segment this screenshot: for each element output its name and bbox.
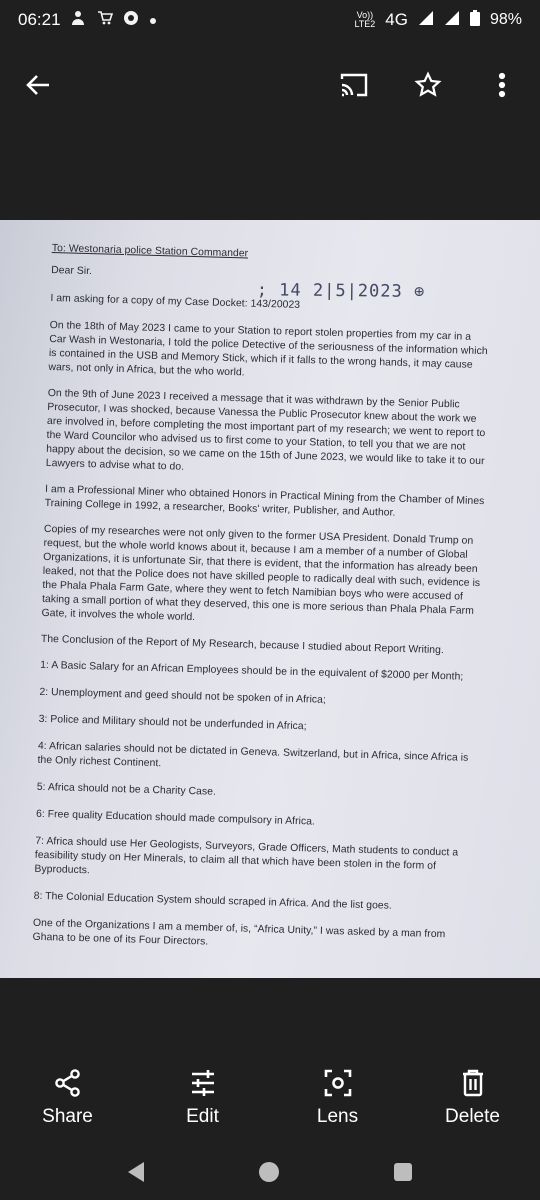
shopping-cart-icon — [97, 10, 113, 30]
edit-label: Edit — [186, 1106, 219, 1127]
letter-recipient: To: Westonaria police Station Commander — [51, 242, 249, 260]
share-button[interactable] — [13, 1068, 123, 1128]
arrow-left-icon[interactable] — [18, 65, 58, 105]
list-item: 5: Africa should not be a Charity Case. — [36, 781, 217, 798]
lens-button[interactable] — [283, 1068, 393, 1128]
star-outline-icon[interactable] — [408, 65, 448, 105]
chrome-icon — [123, 10, 139, 30]
list-item: 6: Free quality Education should made compulsory in Africa. — [35, 808, 316, 828]
status-bar — [0, 0, 540, 40]
list-item: 2: Unemployment and geed should not be spoken of in Africa; — [39, 686, 327, 706]
letter-paragraph-2: On the 9th of June 2023 I received a message that it was withdrawn by the Senior Public Prosecutor, I was shocked, because Vanessa the Public Prosecutor knew about the work we are involved in, before completing the most important part of my research; we went to report to the Ward Councilor who advised us to first come to your Station, to tell you that we are not happy about the decision, so we came on the 15th of June 2023, we would like to take it to our Lawyers to advise what to do. — [45, 387, 486, 473]
letter-salutation: Dear Sir. — [51, 264, 93, 278]
letter-paragraph-4: Copies of my researches were not only given to the former USA President. Donald Trump on request, but the whole world knows about it, because I am a member of a number of Global Organizations, it is unfortunate Sir, that there is evident, that the information has already been leaked, not that the Police does not have skilled people to radically deal with such, evidence is the Phala Phala Farm Gate, where they went to fetch Namibian boys who were accused of taking a small portion of what they deserved, this one is more serious than Phala Phala Farm Gate, it involves the whole world. — [41, 523, 481, 624]
list-item: 4: African salaries should not be dictated in Geneva. Switzerland, but in Africa, since Africa is the Only richest Continent. — [37, 740, 469, 770]
status-time: 06:21 — [18, 10, 61, 29]
delete-button[interactable] — [418, 1068, 528, 1128]
trash-icon — [458, 1068, 488, 1098]
list-item: 3: Police and Military should not be underfunded in Africa; — [38, 713, 307, 733]
letter-paragraph-1: On the 18th of May 2023 I came to your Station to report stolen properties from my car in a Car Wash in Westonaria, I told the police Detective of the seriousness of the information which is contained in the USB and Memory Stick, which if it falls to the wrong hands, it may cause wars, not only in Africa, but the who world. — [48, 319, 488, 379]
battery-percent: 98% — [489, 11, 522, 28]
network-type: 4G — [385, 10, 408, 29]
app-bar — [0, 55, 540, 115]
volte-top: Vo)) — [356, 10, 374, 20]
share-icon — [53, 1068, 83, 1098]
nav-back-icon[interactable] — [128, 1162, 144, 1182]
edit-button[interactable] — [148, 1068, 258, 1128]
status-right — [354, 10, 522, 31]
letter-document — [32, 242, 492, 966]
status-left — [18, 10, 157, 30]
cast-icon[interactable] — [334, 65, 374, 105]
delete-label: Delete — [445, 1106, 500, 1127]
letter-request: I am asking for a copy of my Case Docket: 143/20023 — [50, 292, 301, 311]
lens-label: Lens — [316, 1106, 359, 1127]
list-item: 1: A Basic Salary for an African Employees should be in the equivalent of $2000 per Month; — [40, 659, 464, 683]
nav-home-icon[interactable] — [259, 1162, 279, 1182]
sliders-icon — [188, 1068, 218, 1098]
letter-conclusion: The Conclusion of the Report of My Research, because I studied about Report Writing. — [40, 633, 445, 657]
more-vertical-icon[interactable] — [482, 65, 522, 105]
photo-viewer[interactable] — [0, 220, 540, 978]
signal-icon-2 — [444, 10, 460, 31]
share-label: Share — [42, 1106, 93, 1127]
handwritten-date: ; 14 2|5|2023 ⊕ — [256, 280, 426, 302]
dot-icon — [149, 12, 157, 29]
list-item: 8: The Colonial Education System should scraped in Africa. And the list goes. — [33, 890, 393, 912]
letter-paragraph-3: I am a Professional Miner who obtained Honors in Practical Mining from the Chamber of Mines Training College in 1992, a researcher, Books' writer, Publisher, and Author. — [44, 483, 485, 519]
system-nav-bar — [0, 1150, 540, 1194]
notification-person-icon — [71, 10, 87, 30]
app-bar-actions — [334, 65, 522, 105]
nav-recents-icon[interactable] — [394, 1163, 412, 1181]
letter-closing: One of the Organizations I am a member of, is, “Africa Unity,” I was asked by a man from Ghana to be one of its Four Directors. — [32, 917, 446, 948]
lens-icon — [323, 1068, 353, 1098]
signal-icon-1 — [418, 10, 434, 31]
volte-bottom: LTE2 — [354, 19, 376, 29]
photo-actions-bar — [0, 1068, 540, 1138]
battery-icon — [470, 10, 480, 31]
list-item: 7: Africa should use Her Geologists, Surveyors, Grade Officers, Math students to conduct a feasibility study on Her Minerals, to claim all that which have been stolen in the form of Byproducts. — [34, 835, 459, 877]
volte-indicator — [354, 11, 375, 29]
